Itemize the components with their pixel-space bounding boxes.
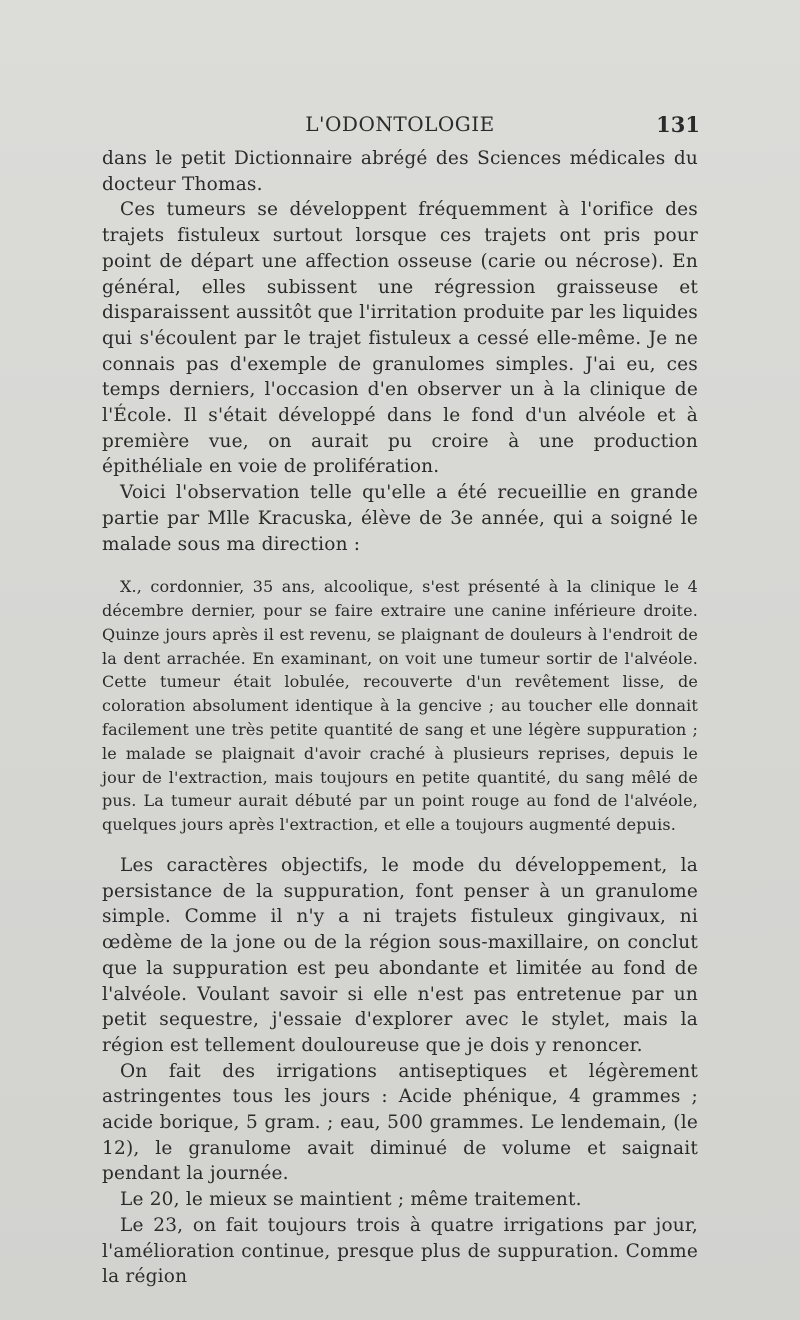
observation-text: X., cordonnier, 35 ans, alcoolique, s'est présenté à la clinique le 4 décembre dernier, pour se faire extraire une canine inférieure droite. Quinze jours après il est revenu, se plaignant de douleurs à l'endroit de la dent arrachée. En examinant, on voit une tumeur sortir de l'alvéole. Cette tumeur était lobulée, recouverte d'un revêtement lisse, de coloration absolument identique à la gencive ; au toucher elle donnait facilement une très petite quantité de sang et une légère suppuration ; le malade se plaignait d'avoir craché à plusieurs reprises, depuis le jour de l'extraction, mais toujours en petite quantité, du sang mêlé de pus. La tumeur aurait débuté par un point rouge au fond de l'alvéole, quelques jours après l'extraction, et elle a toujours augmenté depuis.	[102, 577, 698, 835]
journal-title: L'ODONTOLOGIE	[305, 112, 495, 136]
body-text	[102, 146, 698, 1290]
paragraph-day-23: Le 23, on fait toujours trois à quatre irrigations par jour, l'amélioration continue, presque plus de suppuration. Comme la région	[102, 1214, 698, 1288]
paragraph-treatment: On fait des irrigations antiseptiques et légèrement astringentes tous les jours : Acide phénique, 4 grammes ; acide borique, 5 gram. ; eau, 500 grammes. Le lendemain, (le 12), le granulome avait diminué de volume et saignait pendant la journée.	[102, 1060, 698, 1185]
paragraph-diagnosis: Les caractères objectifs, le mode du développement, la persistance de la suppuration, font penser à un granulome simple. Comme il n'y a ni trajets fistuleux gingivaux, ni œdème de la jone ou de la région sous-maxillaire, on conclut que la suppuration est peu abondante et limitée au fond de l'alvéole. Voulant savoir si elle n'est pas entretenue par un petit sequestre, j'essaie d'explorer avec le stylet, mais la région est tellement douloureuse que je dois y renoncer.	[102, 855, 698, 1056]
paragraph-day-20: Le 20, le mieux se maintient ; même traitement.	[120, 1189, 582, 1211]
paragraph-tumeurs: Ces tumeurs se développent fréquemment à l'orifice des trajets fistuleux surtout lorsque ces trajets ont pris pour point de départ une affection osseuse (carie ou nécrose). En général, elles subissent une régression graisseuse et disparaissent aussitôt que l'irritation produite par les liquides qui s'écoulent par le trajet fistuleux a cessé elle-même. Je ne connais pas d'exemple de granulomes simples. J'ai eu, ces temps derniers, l'occasion d'en observer un à la clinique de l'École. Il s'était développé dans le fond d'un alvéole et à première vue, on aurait pu croire à une production épithéliale en voie de prolifération.	[102, 199, 698, 478]
observation-block	[102, 575, 698, 837]
page-number: 131	[656, 112, 700, 137]
paragraph-observation-intro: Voici l'observation telle qu'elle a été recueillie en grande partie par Mlle Kracuska, élève de 3e année, qui a soigné le malade sous ma direction :	[102, 482, 698, 555]
paragraph-continuation: dans le petit Dictionnaire abrégé des Sciences médicales du docteur Thomas.	[102, 148, 698, 195]
running-head	[100, 112, 700, 142]
